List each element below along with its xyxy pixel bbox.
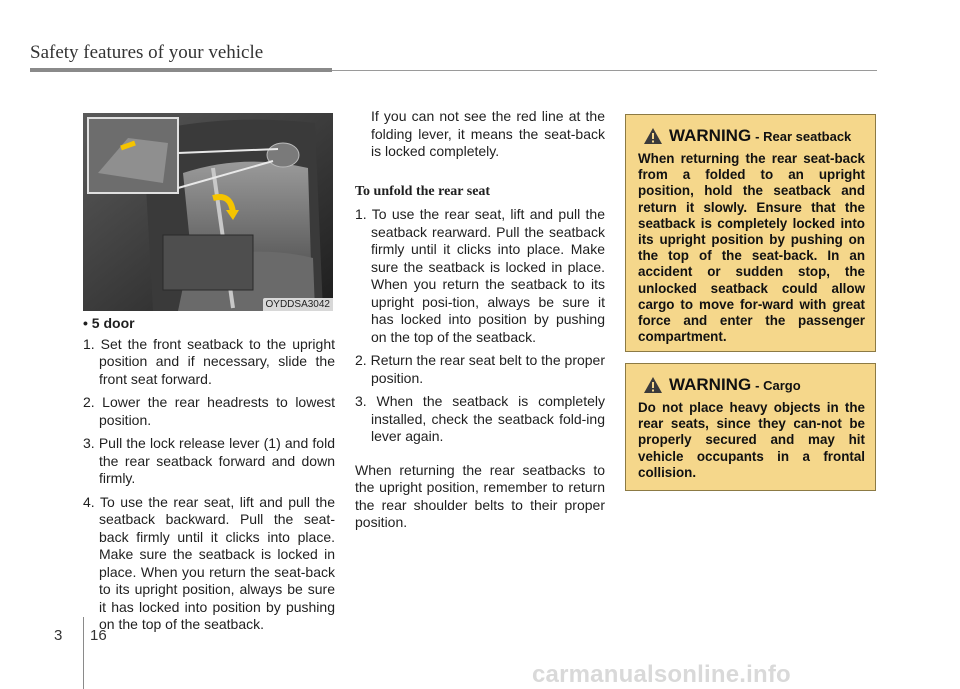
warning-triangle-icon bbox=[643, 376, 663, 394]
chapter-number: 3 bbox=[54, 627, 63, 644]
right-column bbox=[355, 108, 605, 532]
figure-code: OYDDSA3042 bbox=[263, 298, 333, 311]
warning-triangle-icon bbox=[643, 127, 663, 145]
step-item: 1. Set the front seatback to the upright position and if necessary, slide the front seat forward. bbox=[83, 335, 335, 387]
warning-body: Do not place heavy objects in the rear seats, since they can-not be properly secured and may hit vehicle occupants in a frontal collision. bbox=[638, 400, 865, 480]
seat-illustration bbox=[83, 113, 333, 311]
warning-title bbox=[643, 374, 875, 396]
seat-photo bbox=[83, 113, 333, 311]
continuation-text: If you can not see the red line at the folding lever, it means the seat-back is locked completely. bbox=[371, 108, 605, 159]
header-rule-thick bbox=[30, 68, 332, 72]
warning-subject: - Cargo bbox=[755, 377, 801, 393]
warning-title bbox=[643, 125, 875, 147]
warning-body: When returning the rear seat-back from a folded to an upright position, hold the seatback and return it slowly. Ensure that the seatback is completely locked into its upright position by pushing on the top of the seat-back. In an accident or sudden stop, the unlocked seatback could allow cargo to move for-ward with great force and enter the passenger compartment. bbox=[638, 151, 865, 345]
warning-subject: - Rear seatback bbox=[755, 128, 852, 144]
step-item: 3. Pull the lock release lever (1) and fold the rear seatback forward and down firmly. bbox=[83, 435, 335, 486]
header-rule-thin bbox=[332, 70, 877, 71]
page-header-title: Safety features of your vehicle bbox=[30, 42, 264, 63]
step-item: 4. To use the rear seat, lift and pull the seatback backward. Pull the seat-back firmly until it clicks into place. Make sure the seatback is locked in place. When you return the seat-back to its upright position, always be sure it has locked into position by pushing on the top of the seatback. bbox=[83, 493, 335, 632]
step-item: 1. To use the rear seat, lift and pull the seatback rearward. Pull the seatback firmly until it clicks into place. Make sure the seatback is locked in place. When you return the seatback to its upright posi-tion, always be sure it has locked into position by pushing on the top of the seatback. bbox=[355, 206, 605, 345]
warning-word: WARNING bbox=[669, 375, 752, 394]
closing-paragraph: When returning the rear seatbacks to the upright position, remember to return the rear shoulder belts to their proper position. bbox=[355, 461, 605, 530]
bullet-heading: • 5 door bbox=[83, 315, 135, 331]
step-item: 3. When the seatback is completely installed, check the seatback fold-ing lever again. bbox=[355, 393, 605, 444]
step-item: 2. Lower the rear headrests to lowest position. bbox=[83, 394, 335, 428]
fold-steps bbox=[83, 336, 335, 634]
left-column bbox=[83, 315, 335, 640]
page-number: 16 bbox=[90, 627, 107, 644]
unfold-steps bbox=[355, 206, 605, 446]
warning-word: WARNING bbox=[669, 126, 752, 145]
subheading: To unfold the rear seat bbox=[355, 183, 491, 199]
step-item: 2. Return the rear seat belt to the proper position. bbox=[355, 352, 605, 386]
watermark: carmanualsonline.info bbox=[532, 661, 791, 688]
warning-box-cargo bbox=[625, 363, 876, 491]
warning-box-rear-seatback bbox=[625, 114, 876, 352]
footer-rule bbox=[83, 617, 84, 689]
